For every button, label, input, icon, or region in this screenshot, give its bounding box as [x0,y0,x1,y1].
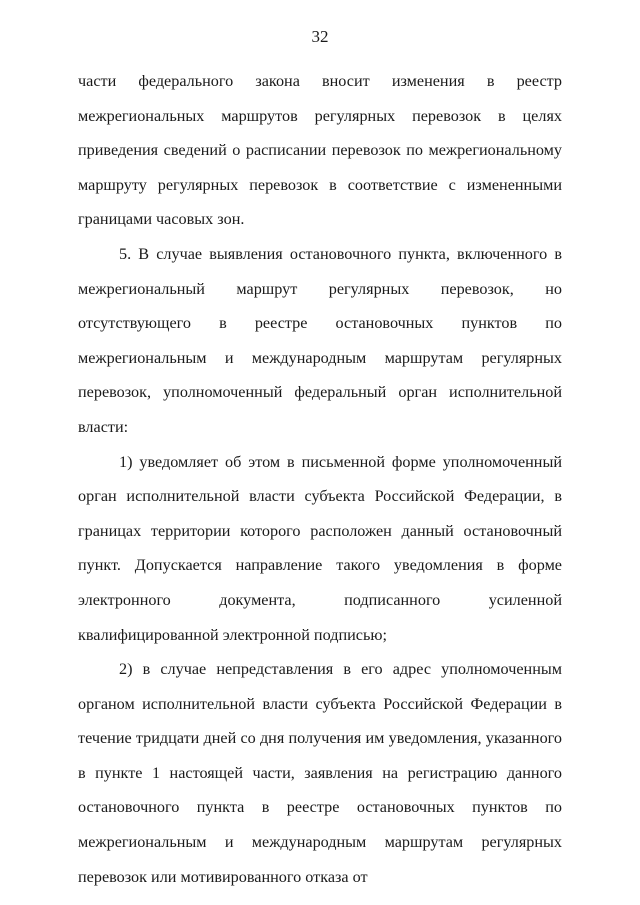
paragraph-item-5: 5. В случае выявления остановочного пункта, включенного в межрегиональный маршрут регулярных перевозок, но отсутствующего в реестре остановочных пунктов по межрегиональным и международным маршрутам регулярных перевозок, уполномоченный федеральный орган исполнительной власти: [78,244,562,436]
paragraph-subitem-1: 1) уведомляет об этом в письменной форме уполномоченный орган исполнительной власти субъекта Российской Федерации, в границах территории которого расположен данный остановочный пункт. Допускается направление такого уведомления в форме электронного документа, подписанного усиленной квалифицированной электронной подписью; [78,452,562,644]
document-body [78,64,562,894]
paragraph-subitem-2: 2) в случае непредставления в его адрес уполномоченным органом исполнительной власти субъекта Российской Федерации в течение тридцати дней со дня получения им уведомления, указанного в пункте 1 настоящей части, заявления на регистрацию данного остановочного пункта в реестре остановочных пунктов по межрегиональным и международным маршрутам регулярных перевозок или мотивированного отказа от [78,660,562,886]
page-number: 32 [311,27,329,46]
paragraph-continuation: части федерального закона вносит изменения в реестр межрегиональных маршрутов регулярных перевозок в целях приведения сведений о расписании перевозок по межрегиональному маршруту регулярных перевозок в соответствие с измененными границами часовых зон. [78,72,562,229]
